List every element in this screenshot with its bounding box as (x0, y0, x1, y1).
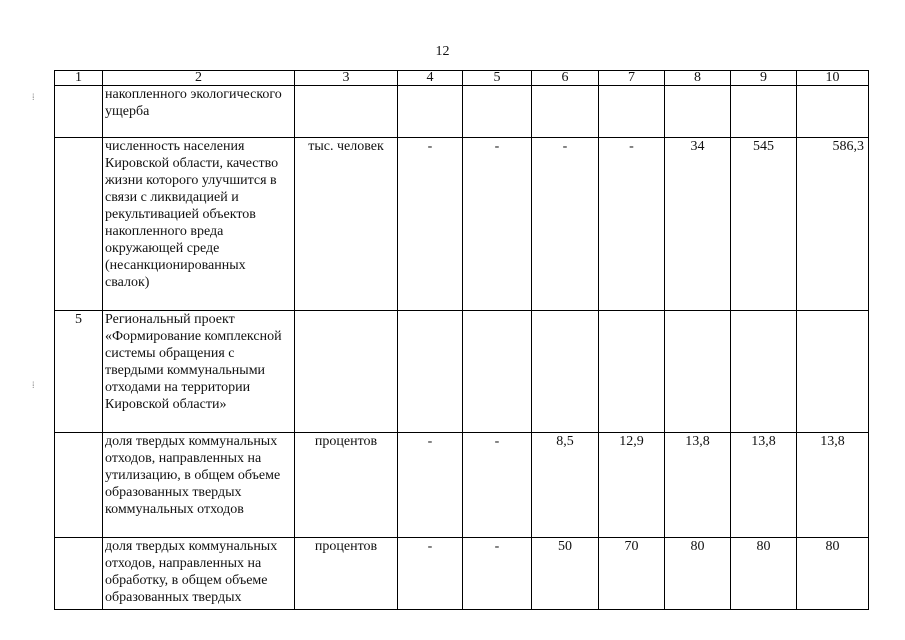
value-cell (797, 86, 869, 138)
value-cell (398, 86, 463, 138)
row-number (55, 138, 103, 311)
row-number (55, 538, 103, 610)
value-cell: 12,9 (599, 433, 665, 538)
value-cell: - (398, 138, 463, 311)
column-header: 9 (731, 71, 797, 86)
value-cell: 13,8 (665, 433, 731, 538)
value-cell (398, 311, 463, 433)
value-cell (463, 311, 532, 433)
value-cell: 13,8 (797, 433, 869, 538)
unit-cell: тыс. человек (295, 138, 398, 311)
column-header: 8 (665, 71, 731, 86)
value-cell (599, 311, 665, 433)
column-header: 4 (398, 71, 463, 86)
indicator-name: доля твердых коммунальных отходов, направленных на обработку, в общем объеме образованных твердых (103, 538, 295, 610)
value-cell: 586,3 (797, 138, 869, 311)
value-cell (665, 311, 731, 433)
value-cell: 50 (532, 538, 599, 610)
project-title: Региональный проект «Формирование комплексной системы обращения с твердыми коммунальными отходами на территории Кировской области» (103, 311, 295, 433)
scan-margin-mark: ⁞ (32, 380, 35, 390)
value-cell (731, 86, 797, 138)
unit-cell (295, 86, 398, 138)
value-cell (599, 86, 665, 138)
value-cell: - (398, 433, 463, 538)
column-header: 1 (55, 71, 103, 86)
unit-cell (295, 311, 398, 433)
value-cell (731, 311, 797, 433)
value-cell: 80 (665, 538, 731, 610)
column-header: 6 (532, 71, 599, 86)
value-cell: 13,8 (731, 433, 797, 538)
column-header: 7 (599, 71, 665, 86)
table-row (55, 433, 869, 538)
row-number (55, 86, 103, 138)
indicator-name: численность населения Кировской области, качество жизни которого улучшится в связи с ликвидацией и рекультивацией объектов накопленного вреда окружающей среде (несанкционированных свалок) (103, 138, 295, 311)
table-row (55, 138, 869, 311)
column-header: 5 (463, 71, 532, 86)
indicators-table (54, 70, 869, 610)
row-number: 5 (55, 311, 103, 433)
column-number-row (55, 71, 869, 86)
table-row (55, 538, 869, 610)
column-header: 2 (103, 71, 295, 86)
value-cell (532, 86, 599, 138)
value-cell: - (599, 138, 665, 311)
indicator-name: доля твердых коммунальных отходов, направленных на утилизацию, в общем объеме образованных твердых коммунальных отходов (103, 433, 295, 538)
value-cell: 34 (665, 138, 731, 311)
row-number (55, 433, 103, 538)
value-cell: 8,5 (532, 433, 599, 538)
value-cell: 70 (599, 538, 665, 610)
value-cell: - (398, 538, 463, 610)
value-cell (532, 311, 599, 433)
table-row (55, 86, 869, 138)
value-cell: 80 (797, 538, 869, 610)
indicator-name: накопленного экологического ущерба (103, 86, 295, 138)
value-cell: 80 (731, 538, 797, 610)
value-cell: - (532, 138, 599, 311)
table-row (55, 311, 869, 433)
unit-cell: процентов (295, 433, 398, 538)
column-header: 10 (797, 71, 869, 86)
value-cell: - (463, 138, 532, 311)
page-number: 12 (435, 44, 450, 59)
column-header: 3 (295, 71, 398, 86)
value-cell: - (463, 538, 532, 610)
value-cell (797, 311, 869, 433)
value-cell (463, 86, 532, 138)
value-cell: 545 (731, 138, 797, 311)
unit-cell: процентов (295, 538, 398, 610)
value-cell: - (463, 433, 532, 538)
value-cell (665, 86, 731, 138)
scan-margin-mark: ⁞ (32, 92, 35, 102)
